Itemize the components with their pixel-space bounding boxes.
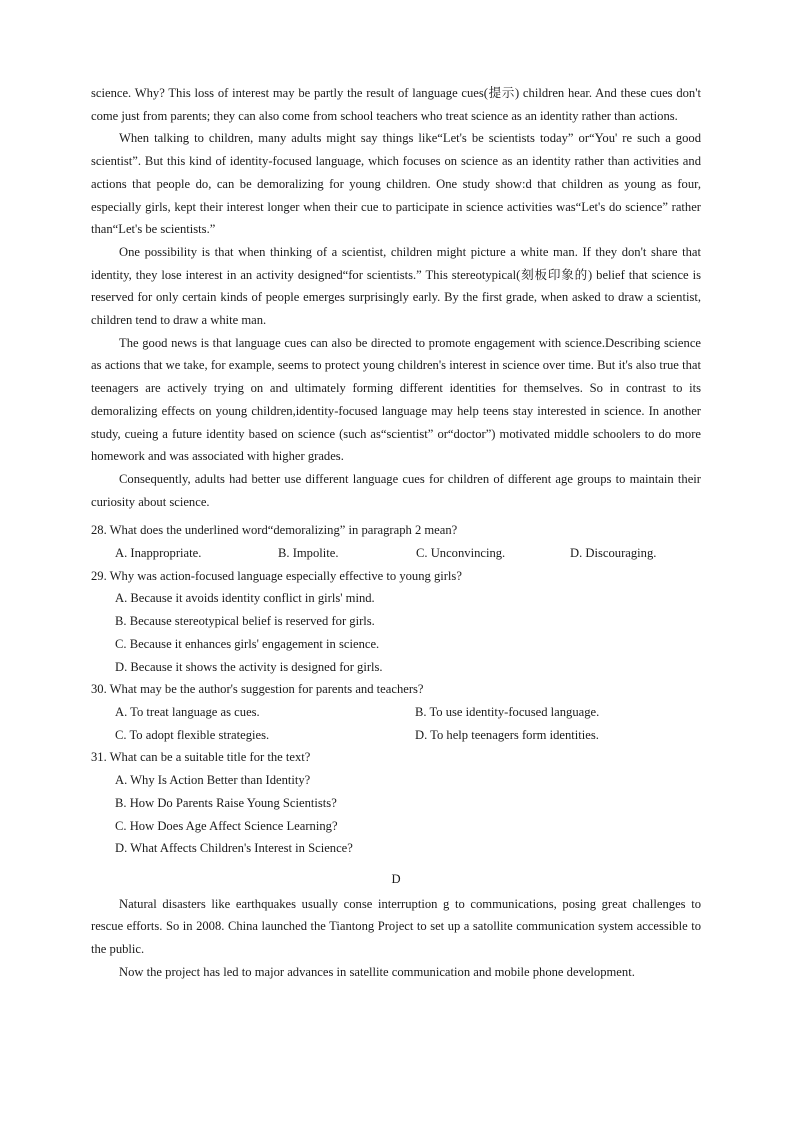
section-heading: D — [391, 871, 401, 886]
question-stem: 29. Why was action-focused language especially effective to young girls? — [91, 568, 462, 583]
option-a: A. Why Is Action Better than Identity? — [115, 773, 311, 788]
option-row — [91, 724, 701, 747]
option-c: C. How Does Age Affect Science Learning? — [115, 818, 338, 833]
passage-paragraph-4: The good news is that language cues can also be directed to promote engagement with science.Describing science as actions that we take, for example, seems to protect young children's interest in science over time. But it's also true that teenagers are actively trying on and ultimately forming different identities for themselves. So in contrast to its demoralizing effects on young children,identity-focused language may help teens stay interested in science. In another study, cueing a future identity based on science (such as“scientist” or“doctor”) motivated middle schoolers to do more homework and was associated with higher grades. — [91, 335, 701, 464]
section-d-paragraph-1: Natural disasters like earthquakes usually conse interruption g to communications, posing great challenges to rescue efforts. So in 2008. China launched the Tiantong Project to set up a satollite communication system accessible to the public. — [91, 896, 701, 957]
question-31 — [91, 746, 701, 860]
option-d: D. To help teenagers form identities. — [415, 727, 599, 742]
option-a: A. Inappropriate. — [115, 546, 202, 561]
passage-paragraph-2: When talking to children, many adults might say things like“Let's be scientists today” or“You' re such a good scientist”. But this kind of identity-focused language, which focuses on science as an identity rather than activities and actions that people do, can be demoralizing for young children. One study show:d that children as young as four, especially girls, kept their interest longer when their cue to participate in science activities was“Let's do science” rather than“Let's be scientists.” — [91, 131, 701, 237]
question-stem: 28. What does the underlined word“demoralizing” in paragraph 2 mean? — [91, 523, 458, 538]
option-c: C. Unconvincing. — [416, 546, 506, 561]
option-b: B. Because stereotypical belief is reserved for girls. — [115, 614, 375, 629]
option-d: D. Discouraging. — [570, 546, 657, 561]
question-30 — [91, 678, 701, 746]
option-d: D. What Affects Children's Interest in Science? — [115, 841, 353, 856]
question-29 — [91, 565, 701, 679]
passage-paragraph-5: Consequently, adults had better use different language cues for children of different age groups to maintain their curiosity about science. — [91, 471, 701, 509]
option-b: B. How Do Parents Raise Young Scientists? — [115, 795, 337, 810]
passage-paragraph-1: science. Why? This loss of interest may be partly the result of language cues(提示) children hear. And these cues don't come just from parents; they can also come from school teachers who treat science as an identity rather than actions. — [91, 86, 701, 123]
passage-paragraph-3: One possibility is that when thinking of a scientist, children might picture a white man. If they don't share that identity, they lose interest in an activity designed“for scientists.” This stereotypical(刻板印象的) belief that science is reserved for only certain kinds of people emerges surprisingly early. By the first grade, when asked to draw a scientist, children tend to draw a white man. — [91, 244, 701, 328]
option-c: C. To adopt flexible strategies. — [115, 727, 270, 742]
option-b: B. To use identity-focused language. — [415, 704, 600, 719]
option-row — [91, 542, 701, 565]
question-28 — [91, 519, 701, 564]
option-c: C. Because it enhances girls' engagement in science. — [115, 636, 380, 651]
option-d: D. Because it shows the activity is designed for girls. — [115, 659, 383, 674]
option-a: A. To treat language as cues. — [115, 704, 260, 719]
option-b: B. Impolite. — [278, 546, 339, 561]
document-page — [91, 82, 701, 983]
question-stem: 30. What may be the author's suggestion for parents and teachers? — [91, 682, 424, 697]
question-stem: 31. What can be a suitable title for the text? — [91, 750, 311, 765]
option-a: A. Because it avoids identity conflict in girls' mind. — [115, 591, 375, 606]
section-d-paragraph-2: Now the project has led to major advances in satellite communication and mobile phone development. — [119, 964, 635, 979]
option-row — [91, 701, 701, 724]
